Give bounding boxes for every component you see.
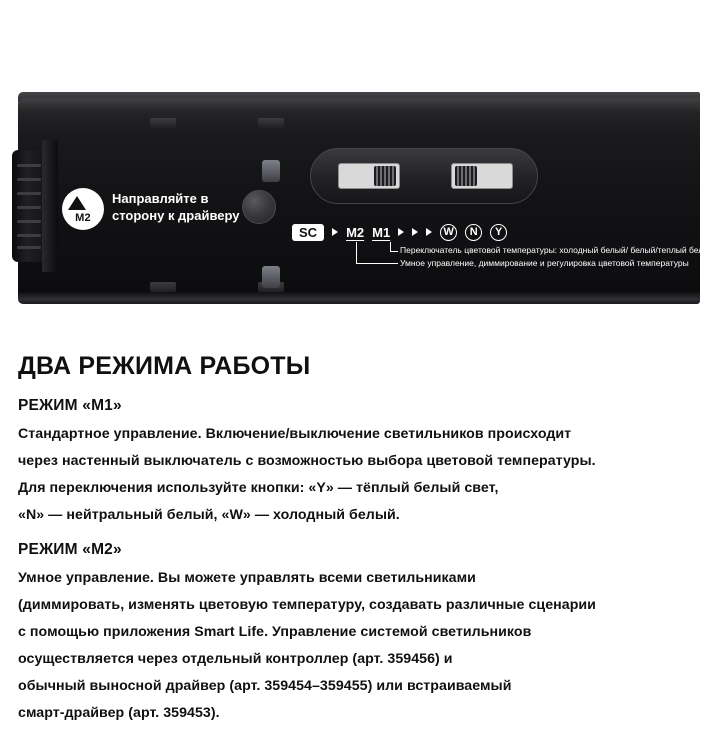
marking-m1: M1	[372, 224, 391, 240]
section-m2	[18, 541, 686, 725]
section-paragraph: Для переключения используйте кнопки: «Y» — тёплый белый свет,	[18, 480, 499, 496]
switch-panel	[310, 148, 538, 204]
dip-switch-slider[interactable]	[455, 166, 477, 186]
leader-line	[356, 263, 398, 264]
section-paragraph: Стандартное управление. Включение/выключение светильников происходит	[18, 426, 572, 442]
mount-tab	[150, 118, 176, 128]
spring-clip	[262, 160, 280, 182]
marking-y: Y	[490, 224, 507, 241]
marking-n: N	[465, 224, 482, 241]
dip-switch-color[interactable]	[451, 163, 513, 189]
device-bottom-edge	[18, 292, 700, 304]
section-paragraph: осуществляется через отдельный контроллер (арт. 359456) и	[18, 651, 453, 667]
annotation-smart-control: Умное управление, диммирование и регулировка цветовой температуры	[400, 258, 689, 268]
marking-w: W	[440, 224, 457, 241]
direction-badge	[62, 188, 104, 230]
annotation-color-temp: Переключатель цветовой температуры: холодный белый/ белый/теплый белый	[400, 245, 714, 255]
marking-m2: M2	[346, 224, 365, 240]
section-paragraph: через настенный выключатель с возможностью выбора цветовой температуры.	[18, 453, 596, 469]
dip-switch-slider[interactable]	[374, 166, 396, 186]
spring-clip	[262, 266, 280, 288]
device-end-cap-inner	[42, 140, 58, 272]
round-button[interactable]	[242, 190, 276, 224]
badge-label: M2	[75, 212, 91, 224]
text-content	[18, 352, 686, 739]
arrow-right-icon	[332, 228, 338, 236]
leader-line	[390, 251, 398, 252]
page-title: ДВА РЕЖИМА РАБОТЫ	[18, 352, 311, 380]
section-m1	[18, 397, 686, 527]
section-heading: РЕЖИМ «M1»	[18, 397, 122, 414]
section-paragraph: смарт-драйвер (арт. 359453).	[18, 705, 220, 721]
panel-markings	[292, 222, 507, 242]
section-heading: РЕЖИМ «M2»	[18, 541, 122, 558]
section-paragraph: (диммировать, изменять цветовую температуру, создавать различные сценарии	[18, 597, 596, 613]
arrow-right-icon	[412, 228, 418, 236]
section-paragraph: с помощью приложения Smart Life. Управление системой светильников	[18, 624, 532, 640]
device-illustration	[0, 0, 714, 330]
arrow-up-icon	[68, 196, 86, 210]
section-paragraph: обычный выносной драйвер (арт. 359454–359455) или встраиваемый	[18, 678, 512, 694]
dip-switch-mode[interactable]	[338, 163, 400, 189]
direction-caption: Направляйте в сторону к драйверу	[112, 191, 240, 223]
leader-line	[356, 242, 357, 264]
section-paragraph: Умное управление. Вы можете управлять всеми светильниками	[18, 570, 476, 586]
arrow-right-icon	[398, 228, 404, 236]
device-end-cap	[12, 150, 46, 262]
mount-tab	[258, 118, 284, 128]
arrow-right-icon	[426, 228, 432, 236]
mount-tab	[150, 282, 176, 292]
section-paragraph: «N» — нейтральный белый, «W» — холодный белый.	[18, 507, 400, 523]
marking-sc: SC	[292, 224, 324, 241]
